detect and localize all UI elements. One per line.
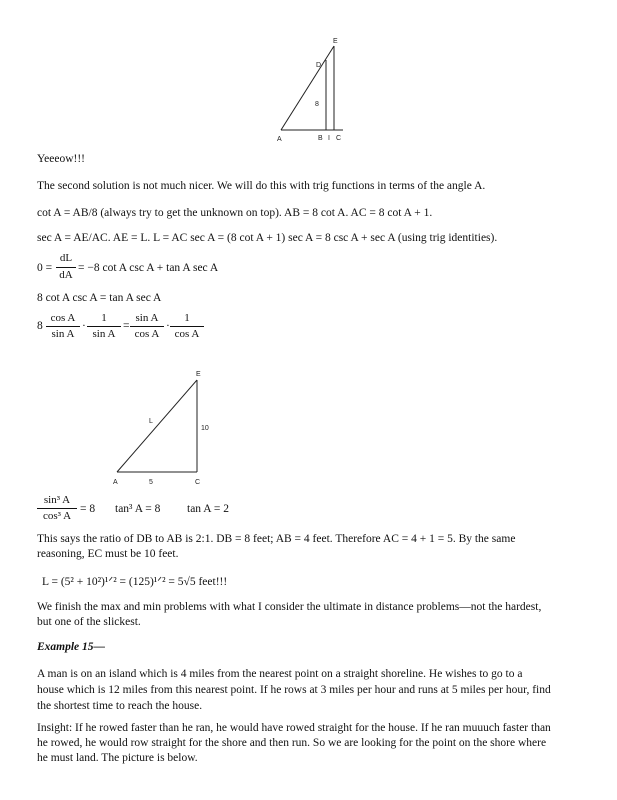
example-text-line-1: A man is on an island which is 4 miles from the nearest point on a straight shoreline. He wishes to go to a bbox=[37, 668, 523, 680]
derivative-numerator: dL bbox=[59, 252, 73, 264]
fraction-numerator: 1 bbox=[101, 312, 107, 324]
fraction-numerator: 1 bbox=[184, 312, 190, 324]
fraction-denominator: sin A bbox=[92, 328, 116, 340]
fig1-label-D: D bbox=[316, 62, 322, 69]
L-equation: L = (5² + 10²)¹ᐟ² = (125)¹ᐟ² = 5√5 feet!!! bbox=[42, 576, 228, 588]
fig1-label-A: A bbox=[277, 136, 282, 143]
fraction-denominator: sin A bbox=[51, 328, 75, 340]
fig2-hypotenuse-line bbox=[117, 380, 197, 472]
insight-line-1: Insight: If he rowed faster than he ran, he would have rowed straight for the house. If he ran muuuch faster than bbox=[37, 722, 551, 734]
example-text-line-3: the shortest time to reach the house. bbox=[37, 700, 203, 712]
fig1-label-C: C bbox=[336, 135, 342, 142]
fig2-label-A: A bbox=[113, 479, 118, 486]
fig1-label-I: I bbox=[328, 135, 330, 142]
derivative-rhs: = −8 cot A csc A + tan A sec A bbox=[78, 262, 219, 274]
exclaim-text: Yeeeow!!! bbox=[37, 153, 86, 165]
example-text-line-2: house which is 12 miles from this nearest point. If he rows at 3 miles per hour and runs at 5 miles per hour, find bbox=[37, 684, 551, 696]
fig2-label-E: E bbox=[196, 371, 201, 378]
fraction-numerator: cos A bbox=[50, 312, 76, 324]
finish-line-1: We finish the max and min problems with what I consider the ultimate in distance problems—not the hardest, bbox=[37, 601, 542, 613]
sec-line: sec A = AE/AC. AE = L. L = AC sec A = (8 cot A + 1) sec A = 8 csc A + sec A (using trig identities). bbox=[37, 232, 498, 244]
intro-paragraph: The second solution is not much nicer. We will do this with trig functions in terms of the angle A. bbox=[37, 180, 486, 192]
equation-line: 8 cot A csc A = tan A sec A bbox=[37, 292, 162, 304]
insight-line-2: he rowed, he would row straight for the shore and then run. So we are looking for the point on the shore where bbox=[37, 737, 547, 749]
fig2-label-height: 10 bbox=[201, 425, 209, 432]
fig2-label-base: 5 bbox=[149, 479, 153, 486]
fraction-denominator: cos A bbox=[134, 328, 160, 340]
fraction-numerator: sin³ A bbox=[43, 494, 71, 506]
fraction-numerator: sin A bbox=[135, 312, 159, 324]
fig1-label-side: 8 bbox=[315, 101, 319, 108]
ratio-coef: 8 bbox=[37, 320, 43, 332]
finish-line-2: but one of the slickest. bbox=[37, 616, 141, 628]
cube-fraction bbox=[37, 494, 77, 524]
fraction-denominator: cos A bbox=[174, 328, 200, 340]
ratio-text-line-2: reasoning, EC must be 10 feet. bbox=[37, 548, 179, 560]
insight-line-3: he must land. The picture is below. bbox=[37, 752, 198, 764]
ratio-dot-2: · bbox=[166, 320, 170, 332]
tan-cubed-eq: tan³ A = 8 bbox=[115, 503, 161, 515]
fig1-label-E: E bbox=[333, 38, 338, 45]
derivative-denominator: dA bbox=[59, 269, 73, 281]
fig2-label-C: C bbox=[195, 479, 201, 486]
cot-line: cot A = AB/8 (always try to get the unknown on top). AB = 8 cot A. AC = 8 cot A + 1. bbox=[37, 207, 433, 219]
fig1-label-B: B bbox=[318, 135, 323, 142]
fraction-bar bbox=[37, 508, 77, 509]
ratio-text-line-1: This says the ratio of DB to AB is 2:1. DB = 8 feet; AB = 4 feet. Therefore AC = 4 + 1 = 5. By the same bbox=[37, 533, 516, 545]
cube-rhs: = 8 bbox=[80, 503, 96, 515]
ratio-equals: = bbox=[123, 320, 130, 332]
fraction-denominator: cos³ A bbox=[42, 510, 72, 522]
derivative-lhs: 0 = bbox=[37, 262, 53, 274]
fig2-label-L: L bbox=[149, 418, 153, 425]
ratio-dot-1: · bbox=[82, 320, 86, 332]
example-heading: Example 15— bbox=[37, 641, 106, 653]
tan-value-eq: tan A = 2 bbox=[187, 503, 229, 515]
